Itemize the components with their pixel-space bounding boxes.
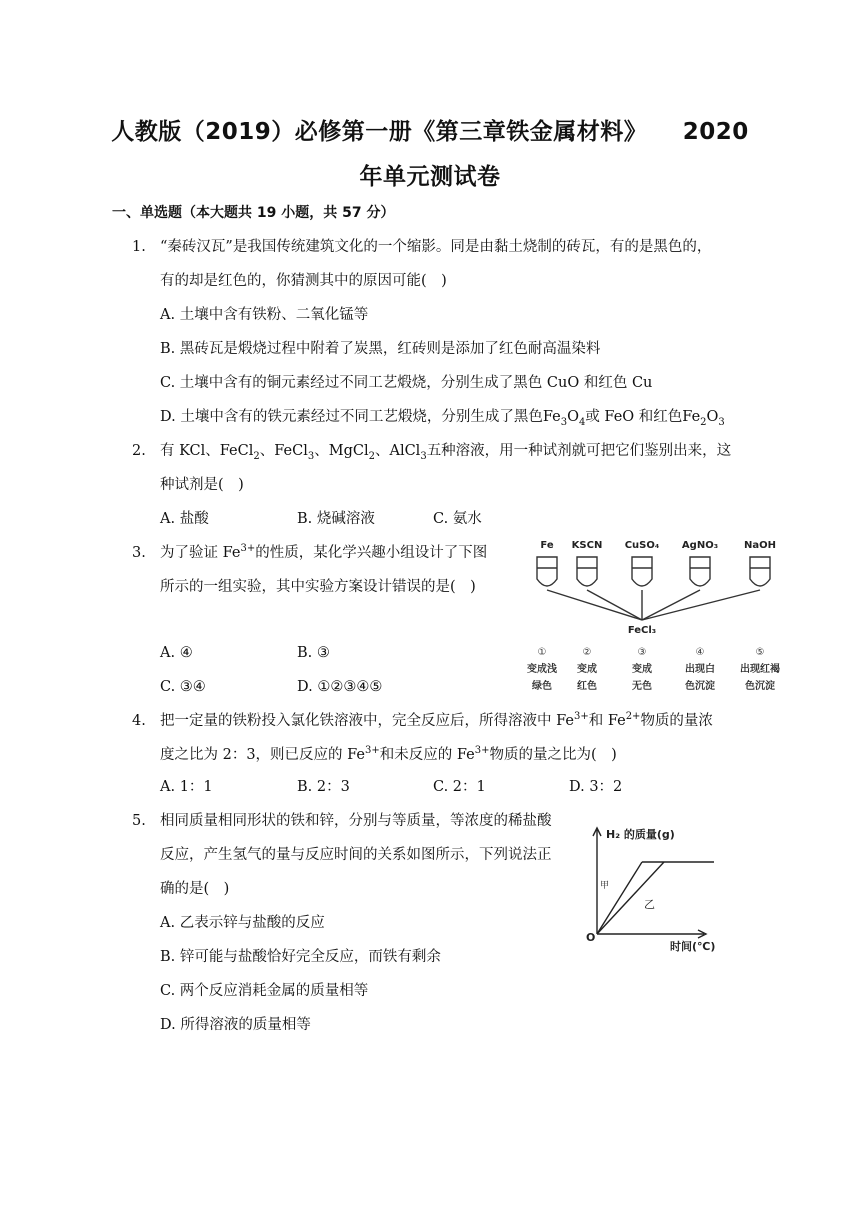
result-number: ④	[695, 647, 705, 658]
option-d[interactable]: D. 土壤中含有的铁元素经过不同工艺煅烧，分别生成了黑色$Fe_3O_4$或 FeO 和红色$Fe_2O_3$	[160, 409, 725, 428]
question-text-line2: 所示的一组实验，其中实验方案设计错误的是( )	[160, 579, 476, 595]
y-axis-label: H₂ 的质量(g)	[606, 828, 675, 841]
question-text-line1: 相同质量相同形状的铁和锌，分别与等质量，等浓度的稀盐酸	[160, 813, 552, 829]
option-c[interactable]: C. 土壤中含有的铜元素经过不同工艺煅烧，分别生成了黑色 CuO 和红色 Cu	[160, 375, 653, 391]
option-c[interactable]: C. 2：1	[433, 779, 486, 795]
question-text-line1: “秦砖汉瓦”是我国传统建筑文化的一个缩影。同是由黏土烧制的砖瓦，有的是黑色的，	[160, 239, 712, 255]
option-a[interactable]: A. 1：1	[160, 779, 213, 795]
option-a[interactable]: A. 盐酸	[160, 511, 209, 527]
question-text-line1: 有 KCl、FeCl$_2$、FeCl$_3$、MgCl$_2$、AlCl$_3$五种溶液，用一种试剂就可把它们鉴别出来，这	[160, 443, 732, 462]
option-a[interactable]: A. 土壤中含有铁粉、二氧化锰等	[160, 307, 369, 323]
option-d[interactable]: D. 所得溶液的质量相等	[160, 1017, 311, 1033]
result-number: ②	[582, 647, 592, 658]
funnel	[690, 557, 710, 586]
reagent-label: KSCN	[571, 540, 603, 551]
question-number: 5.	[132, 813, 146, 829]
origin-label: O	[586, 931, 596, 944]
option-c[interactable]: C. 两个反应消耗金属的质量相等	[160, 983, 369, 999]
center-label: FeCl₃	[627, 625, 657, 636]
option-d-text: D. 土壤中含有的铁元素经过不同工艺煅烧，分别生成了黑色	[160, 409, 543, 425]
option-b[interactable]: B. 烧碱溶液	[297, 511, 375, 527]
result-text: 变成	[632, 664, 652, 675]
option-b[interactable]: B. 2：3	[297, 779, 350, 795]
result-text: 变成	[577, 664, 597, 675]
result-number: ③	[637, 647, 647, 658]
result-text: 绿色	[532, 681, 552, 692]
reagent-label: NaOH	[744, 540, 776, 551]
reagent-label: Fe	[540, 540, 554, 551]
label-yi: 乙	[644, 898, 655, 911]
option-a[interactable]: A. 乙表示锌与盐酸的反应	[160, 915, 325, 931]
formula-fe2o3: $Fe_2O_3$	[682, 409, 725, 428]
option-b[interactable]: B. ③	[297, 645, 330, 661]
question-number: 3.	[132, 545, 146, 561]
question-text-line2: 度之比为 2：3，则已反应的 $Fe^{3+}$和未反应的 $Fe^{3+}$物质的量之比为( )	[160, 745, 617, 763]
funnel	[577, 557, 597, 586]
option-c[interactable]: C. ③④	[160, 679, 206, 695]
question-number: 1.	[132, 239, 146, 255]
result-text: 无色	[632, 681, 652, 692]
result-text: 色沉淀	[685, 681, 715, 692]
label-jia: 甲	[600, 881, 610, 891]
question-text-line3: 确的是( )	[160, 881, 230, 897]
question-number: 4.	[132, 713, 146, 729]
option-b[interactable]: B. 锌可能与盐酸恰好完全反应，而铁有剩余	[160, 949, 441, 965]
result-text: 色沉淀	[745, 681, 775, 692]
experiment-figure	[525, 535, 790, 697]
result-number: ⑤	[755, 647, 765, 658]
option-d[interactable]: D. 3：2	[569, 779, 623, 795]
option-a[interactable]: A. ④	[160, 645, 193, 661]
hydrogen-time-graph	[582, 822, 722, 952]
question-number: 2.	[132, 443, 146, 459]
question-text-line2: 种试剂是( )	[160, 477, 244, 493]
result-number: ①	[537, 647, 547, 658]
question-text-line2: 有的却是红色的，你猜测其中的原因可能( )	[160, 273, 447, 289]
result-text: 出现白	[685, 664, 715, 675]
option-c[interactable]: C. 氨水	[433, 511, 482, 527]
reagent-label: CuSO₄	[624, 540, 660, 551]
section-header: 一、单选题（本大题共 19 小题，共 57 分）	[112, 205, 395, 221]
x-axis-label: 时间(℃)	[670, 940, 716, 952]
funnel	[537, 557, 557, 586]
result-text: 红色	[577, 681, 597, 692]
option-b[interactable]: B. 黑砖瓦是煅烧过程中附着了炭黑，红砖则是添加了红色耐高温染料	[160, 341, 601, 357]
funnel	[632, 557, 652, 586]
reagent-label: AgNO₃	[681, 540, 719, 551]
line-jia	[597, 862, 642, 934]
question-text-line1: 为了验证 $Fe^{3+}$的性质，某化学兴趣小组设计了下图	[160, 543, 488, 561]
result-text: 出现红褐	[740, 664, 780, 675]
funnel	[750, 557, 770, 586]
option-d[interactable]: D. ①②③④⑤	[297, 679, 383, 695]
question-text-line1: 把一定量的铁粉投入氯化铁溶液中，完全反应后，所得溶液中 $Fe^{3+}$和 $Fe^{2+}$物质的量浓	[160, 711, 713, 729]
formula-fe3o4: $Fe_3O_4$	[542, 409, 586, 428]
page-title-line2: 年单元测试卷	[359, 164, 501, 190]
question-text-line2: 反应，产生氢气的量与反应时间的关系如图所示，下列说法正	[160, 847, 552, 863]
result-text: 变成浅	[527, 664, 557, 675]
page-title-line1: 人教版（2019）必修第一册《第三章铁金属材料》 2020	[111, 119, 749, 145]
